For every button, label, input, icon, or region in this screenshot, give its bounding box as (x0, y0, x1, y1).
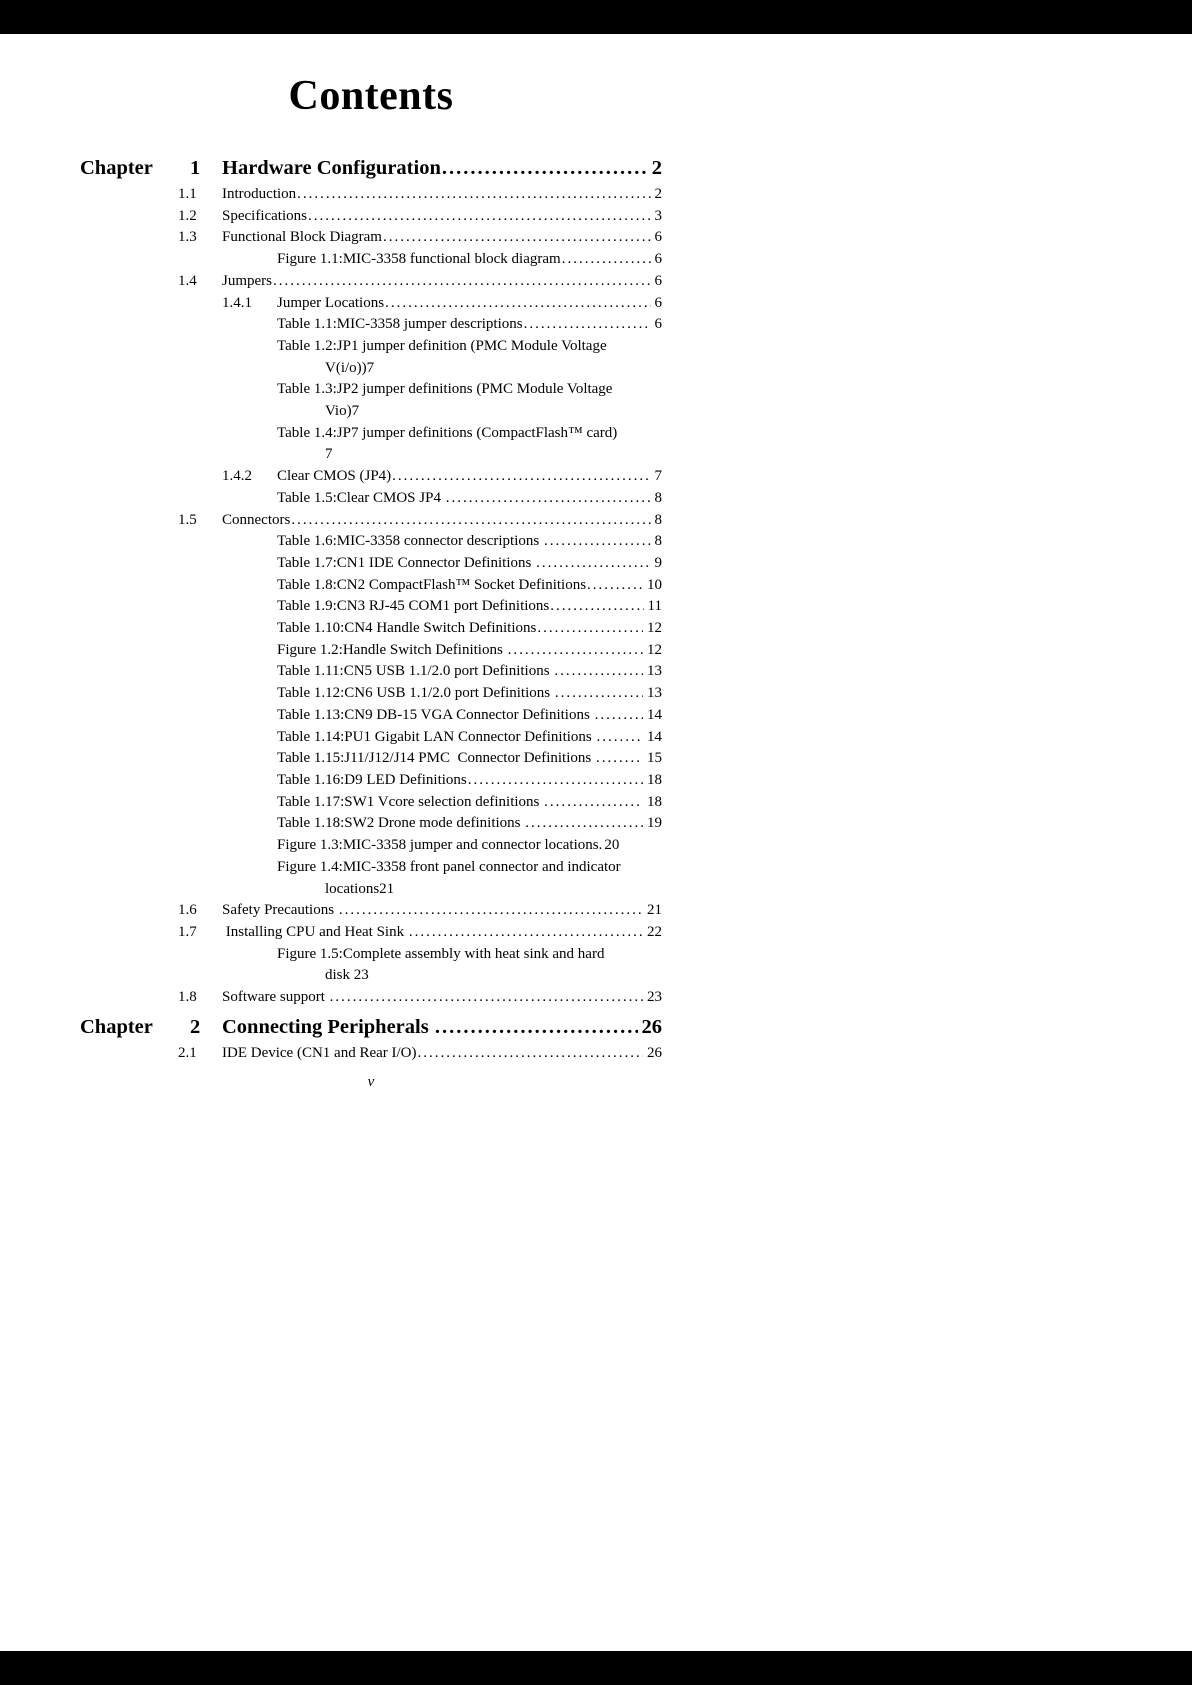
dot-leader (550, 596, 643, 618)
toc-entry-number: 1.4 (178, 272, 197, 289)
toc-entry-page: 14 (647, 728, 662, 745)
dot-leader (291, 510, 650, 532)
toc-entry (80, 987, 662, 1009)
toc-entry-title: Figure 1.5:Complete assembly with heat sink and hard (277, 945, 605, 962)
dot-leader (273, 271, 651, 293)
toc-entry-page: 26 (647, 1044, 662, 1061)
toc-entry (80, 444, 662, 466)
toc-entry-page: 6 (654, 272, 662, 289)
toc-entry-title: Table 1.1:MIC-3358 jumper descriptions (277, 316, 523, 333)
toc-entry (80, 510, 662, 532)
toc-entry-title: Figure 1.1:MIC-3358 functional block diagram (277, 251, 561, 268)
toc-entry-page: 6 (654, 229, 662, 246)
toc-entry-title: Table 1.4:JP7 jumper definitions (CompactFlash™ card) (277, 424, 618, 441)
toc-entry-page: 13 (647, 663, 662, 680)
toc-entry-title: Table 1.18:SW2 Drone mode definitions (277, 815, 525, 832)
dot-leader (536, 553, 650, 575)
dot-leader (544, 531, 651, 553)
dot-leader (508, 640, 643, 662)
toc-entry-page: 6 (654, 294, 662, 311)
toc-entry-page: 20 (604, 837, 620, 854)
toc-entry-title: Installing CPU and Heat Sink (222, 923, 408, 940)
dot-leader (339, 900, 643, 922)
toc-entry-page: 2 (654, 186, 662, 202)
toc-entry-page: 18 (647, 793, 662, 810)
toc-entry (80, 227, 662, 249)
toc-entry (80, 683, 662, 705)
toc-entry (80, 488, 662, 510)
toc-entry-number: 2 (190, 1015, 201, 1038)
dot-leader (409, 922, 643, 944)
toc-entry-title: IDE Device (CN1 and Rear I/O) (222, 1044, 417, 1061)
toc-entry (80, 705, 662, 727)
toc-entry-title: 7 (325, 446, 333, 463)
toc-entry (80, 336, 662, 358)
toc-entry-title: Table 1.12:CN6 USB 1.1/2.0 port Definitions (277, 685, 554, 702)
dot-leader (468, 770, 643, 792)
bottom-black-bar (0, 1651, 1192, 1685)
toc-entry-title: V(i/o))7 (325, 359, 375, 376)
toc-entry (80, 792, 662, 814)
toc-entry-number: 1.4.2 (222, 468, 252, 485)
table-of-contents (80, 150, 662, 1064)
toc-entry-title: locations21 (325, 880, 395, 897)
toc-entry (80, 293, 662, 315)
dot-leader (562, 249, 651, 271)
toc-entry-page: 21 (647, 902, 662, 919)
toc-entry (80, 618, 662, 640)
toc-entry-title: Specifications (222, 207, 307, 224)
toc-entry-title: disk 23 (325, 967, 369, 984)
toc-entry-page: 23 (647, 989, 662, 1006)
toc-entry-title: Figure 1.3:MIC-3358 jumper and connector locations. (277, 837, 603, 854)
toc-entry-title: Figure 1.4:MIC-3358 front panel connector and indicator (277, 858, 621, 875)
toc-entry (80, 922, 662, 944)
toc-entry-title: Table 1.11:CN5 USB 1.1/2.0 port Definitions (277, 663, 554, 680)
toc-entry-page: 8 (654, 489, 662, 506)
toc-entry-page: 7 (654, 468, 662, 485)
toc-entry-page: 10 (647, 576, 662, 593)
toc-entry-title: Table 1.8:CN2 CompactFlash™ Socket Definitions (277, 576, 587, 593)
toc-entry-page: 8 (654, 533, 662, 550)
toc-entry (80, 879, 662, 901)
toc-entry-page: 12 (647, 641, 662, 658)
dot-leader (596, 748, 643, 770)
toc-entry-title: Connectors (222, 511, 291, 528)
toc-entry-title: Table 1.3:JP2 jumper definitions (PMC Module Voltage (277, 381, 613, 398)
dot-leader (308, 206, 651, 228)
dot-leader (383, 227, 651, 249)
toc-entry-number: 1.7 (178, 923, 197, 940)
toc-entry-number: 1.5 (178, 511, 197, 528)
toc-entry-title: Figure 1.2:Handle Switch Definitions (277, 641, 507, 658)
dot-leader (385, 293, 650, 315)
toc-entry-number: 1.4.1 (222, 294, 252, 311)
toc-entry-title: Jumpers (222, 272, 272, 289)
toc-entry (80, 661, 662, 683)
dot-leader (595, 705, 643, 727)
toc-entry (80, 1043, 662, 1065)
toc-entry-page: 18 (647, 771, 662, 788)
toc-entry-title: Table 1.9:CN3 RJ-45 COM1 port Definitions (277, 598, 550, 615)
toc-entry-page: 6 (654, 316, 662, 333)
toc-entry (80, 813, 662, 835)
toc-entry-title: Introduction (222, 186, 297, 202)
toc-entry (80, 206, 662, 228)
toc-entry (80, 640, 662, 662)
dot-leader (446, 488, 651, 510)
toc-entry (80, 184, 662, 206)
toc-entry (80, 965, 662, 987)
dot-leader (297, 184, 650, 206)
toc-entry-page: 12 (647, 620, 662, 637)
toc-entry-number: 1.6 (178, 902, 197, 919)
toc-entry-number: 1.1 (178, 186, 197, 202)
toc-entry-title: Table 1.17:SW1 Vcore selection definitions (277, 793, 544, 810)
toc-entry-page: 3 (654, 207, 662, 224)
dot-leader (537, 618, 643, 640)
toc-entry-page: 15 (647, 750, 662, 767)
toc-entry (80, 596, 662, 618)
dot-leader (525, 813, 643, 835)
toc-entry-title: Table 1.5:Clear CMOS JP4 (277, 489, 445, 506)
dot-leader (554, 661, 643, 683)
toc-entry (80, 358, 662, 380)
toc-entry-number: 1 (190, 157, 201, 179)
dot-leader (392, 466, 650, 488)
dot-leader (524, 314, 651, 336)
page-title: Contents (288, 73, 454, 119)
toc-entry (80, 531, 662, 553)
toc-entry-page: 13 (647, 685, 662, 702)
toc-entry (80, 379, 662, 401)
toc-entry-title: Table 1.13:CN9 DB-15 VGA Connector Definitions (277, 706, 594, 723)
toc-entry-title: Table 1.15:J11/J12/J14 PMC Connector Definitions (277, 750, 595, 767)
dot-leader (587, 575, 643, 597)
dot-leader (544, 792, 643, 814)
toc-entry-title: Functional Block Diagram (222, 229, 382, 246)
toc-entry-page: 9 (654, 554, 662, 571)
page-number-footer: v (367, 1074, 375, 1090)
toc-entry (80, 900, 662, 922)
toc-entry-title: Table 1.2:JP1 jumper definition (PMC Module Voltage (277, 337, 607, 354)
toc-entry (80, 314, 662, 336)
toc-entry-number: 1.2 (178, 207, 197, 224)
toc-entry-page: 6 (654, 251, 662, 268)
dot-leader (418, 1043, 643, 1065)
toc-entry-title: Table 1.6:MIC-3358 connector descriptions (277, 533, 543, 550)
toc-entry-title: Connecting Peripherals (222, 1015, 434, 1038)
toc-entry (80, 944, 662, 966)
toc-entry (80, 466, 662, 488)
toc-entry-number: 1.8 (178, 989, 197, 1006)
toc-entry-page: 22 (647, 923, 662, 940)
toc-entry (80, 727, 662, 749)
toc-chapter-label: Chapter (80, 1015, 153, 1038)
toc-entry-page: 19 (647, 815, 662, 832)
toc-chapter-entry (80, 155, 662, 181)
toc-entry (80, 249, 662, 271)
dot-leader (330, 987, 643, 1009)
toc-entry-title: Table 1.16:D9 LED Definitions (277, 771, 467, 788)
dot-leader (442, 155, 648, 181)
toc-entry-page: 11 (647, 598, 662, 615)
toc-entry (80, 423, 662, 445)
toc-entry (80, 748, 662, 770)
toc-chapter-label: Chapter (80, 157, 153, 179)
toc-entry-title: Table 1.14:PU1 Gigabit LAN Connector Definitions (277, 728, 596, 745)
toc-chapter-entry (80, 1014, 662, 1040)
toc-entry (80, 770, 662, 792)
toc-entry-page: 8 (654, 511, 662, 528)
toc-entry-title: Clear CMOS (JP4) (277, 468, 392, 485)
toc-entry (80, 401, 662, 423)
toc-entry-page: 2 (651, 157, 662, 179)
toc-entry-number: 2.1 (178, 1044, 197, 1061)
toc-entry-title: Safety Precautions (222, 902, 338, 919)
toc-entry-title: Hardware Configuration (222, 157, 441, 179)
dot-leader (555, 683, 643, 705)
toc-entry-title: Software support (222, 989, 329, 1006)
toc-entry (80, 857, 662, 879)
toc-entry-title: Vio)7 (325, 403, 360, 420)
toc-entry-title: Jumper Locations (277, 294, 385, 311)
toc-entry-number: 1.3 (178, 229, 197, 246)
toc-entry (80, 271, 662, 293)
top-black-bar (0, 0, 1192, 34)
toc-entry-title: Table 1.10:CN4 Handle Switch Definitions (277, 620, 537, 637)
toc-entry (80, 835, 662, 857)
dot-leader (597, 727, 644, 749)
toc-entry (80, 553, 662, 575)
toc-entry-page: 14 (647, 706, 662, 723)
dot-leader (435, 1014, 638, 1040)
toc-entry-title: Table 1.7:CN1 IDE Connector Definitions (277, 554, 536, 571)
toc-entry-page: 26 (641, 1015, 662, 1038)
toc-entry (80, 575, 662, 597)
